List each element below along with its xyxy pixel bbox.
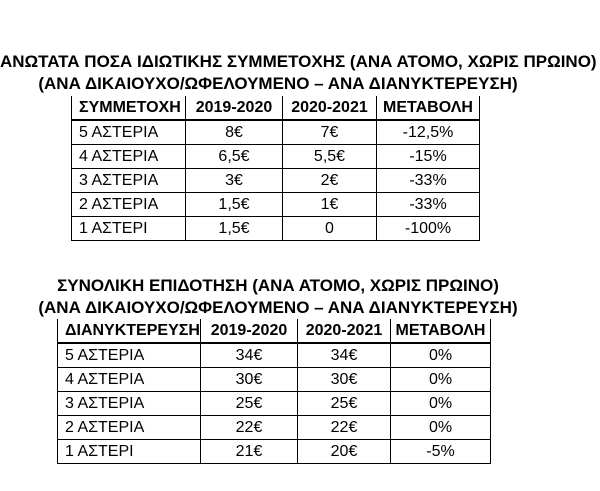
col-header-2020-2021: 2020-2021	[298, 319, 391, 343]
private-participation-title	[0, 51, 597, 95]
table-row	[72, 193, 480, 217]
cell-2019-2020: 25€	[201, 392, 298, 416]
cell-metavoli: 0%	[391, 343, 491, 368]
cell-2020-2021: 22€	[298, 416, 391, 440]
private-participation-title-line2: (ΑΝΑ ΔΙΚΑΙΟΥΧΟ/ΩΦΕΛΟΥΜΕΝΟ – ΑΝΑ ΔΙΑΝΥΚΤΕΡΕΥΣΗ)	[38, 74, 518, 93]
row-label: 3 ΑΣΤΕΡΙΑ	[58, 392, 201, 416]
cell-metavoli: -33%	[377, 193, 480, 217]
col-header-2019-2020: 2019-2020	[201, 319, 298, 343]
row-label: 2 ΑΣΤΕΡΙΑ	[72, 193, 186, 217]
private-participation-table	[71, 96, 480, 241]
private-participation-title-line1: ΑΝΩΤΑΤΑ ΠΟΣΑ ΙΔΙΩΤΙΚΗΣ ΣΥΜΜΕΤΟΧΗΣ (ΑΝΑ ΑΤΟΜΟ, ΧΩΡΙΣ ΠΡΩΙΝΟ)	[0, 52, 597, 71]
header-row	[72, 96, 480, 120]
col-header-2020-2021: 2020-2021	[283, 96, 377, 120]
cell-metavoli: 0%	[391, 392, 491, 416]
cell-2020-2021: 25€	[298, 392, 391, 416]
row-label: 5 ΑΣΤΕΡΙΑ	[72, 120, 186, 145]
cell-2020-2021: 1€	[283, 193, 377, 217]
cell-2019-2020: 22€	[201, 416, 298, 440]
row-label: 2 ΑΣΤΕΡΙΑ	[58, 416, 201, 440]
cell-metavoli: -12,5%	[377, 120, 480, 145]
cell-2019-2020: 21€	[201, 440, 298, 464]
table-row	[58, 368, 491, 392]
cell-2020-2021: 5,5€	[283, 145, 377, 169]
cell-metavoli: -5%	[391, 440, 491, 464]
cell-2020-2021: 2€	[283, 169, 377, 193]
cell-metavoli: -100%	[377, 217, 480, 241]
col-header-dianyktereysi: ΔΙΑΝΥΚΤΕΡΕΥΣΗ	[58, 319, 201, 343]
total-subsidy-title	[0, 275, 556, 319]
cell-metavoli: -33%	[377, 169, 480, 193]
cell-2020-2021: 30€	[298, 368, 391, 392]
total-subsidy-title-line2: (ΑΝΑ ΔΙΚΑΙΟΥΧΟ/ΩΦΕΛΟΥΜΕΝΟ – ΑΝΑ ΔΙΑΝΥΚΤΕΡΕΥΣΗ)	[38, 298, 518, 317]
table-row	[72, 120, 480, 145]
header-row	[58, 319, 491, 343]
table-row	[58, 343, 491, 368]
table-row	[58, 440, 491, 464]
col-header-symmetoxi: ΣΥΜΜΕΤΟΧΗ	[72, 96, 186, 120]
cell-metavoli: 0%	[391, 368, 491, 392]
cell-metavoli: -15%	[377, 145, 480, 169]
total-subsidy-title-line1: ΣΥΝΟΛΙΚΗ ΕΠΙΔΟΤΗΣΗ (ΑΝΑ ΑΤΟΜΟ, ΧΩΡΙΣ ΠΡΩΙΝΟ)	[57, 276, 499, 295]
cell-2019-2020: 3€	[186, 169, 283, 193]
cell-2019-2020: 6,5€	[186, 145, 283, 169]
row-label: 1 ΑΣΤΕΡΙ	[58, 440, 201, 464]
cell-2020-2021: 34€	[298, 343, 391, 368]
row-label: 4 ΑΣΤΕΡΙΑ	[72, 145, 186, 169]
table-row	[72, 169, 480, 193]
cell-2019-2020: 1,5€	[186, 193, 283, 217]
cell-2020-2021: 7€	[283, 120, 377, 145]
cell-2019-2020: 34€	[201, 343, 298, 368]
cell-2019-2020: 8€	[186, 120, 283, 145]
row-label: 1 ΑΣΤΕΡΙ	[72, 217, 186, 241]
cell-metavoli: 0%	[391, 416, 491, 440]
table-row	[72, 145, 480, 169]
col-header-metavoli: ΜΕΤΑΒΟΛΗ	[391, 319, 491, 343]
row-label: 3 ΑΣΤΕΡΙΑ	[72, 169, 186, 193]
table-row	[58, 416, 491, 440]
cell-2019-2020: 1,5€	[186, 217, 283, 241]
row-label: 4 ΑΣΤΕΡΙΑ	[58, 368, 201, 392]
cell-2020-2021: 20€	[298, 440, 391, 464]
total-subsidy-table	[57, 319, 491, 464]
col-header-metavoli: ΜΕΤΑΒΟΛΗ	[377, 96, 480, 120]
cell-2020-2021: 0	[283, 217, 377, 241]
table-row	[72, 217, 480, 241]
col-header-2019-2020: 2019-2020	[186, 96, 283, 120]
table-row	[58, 392, 491, 416]
cell-2019-2020: 30€	[201, 368, 298, 392]
row-label: 5 ΑΣΤΕΡΙΑ	[58, 343, 201, 368]
